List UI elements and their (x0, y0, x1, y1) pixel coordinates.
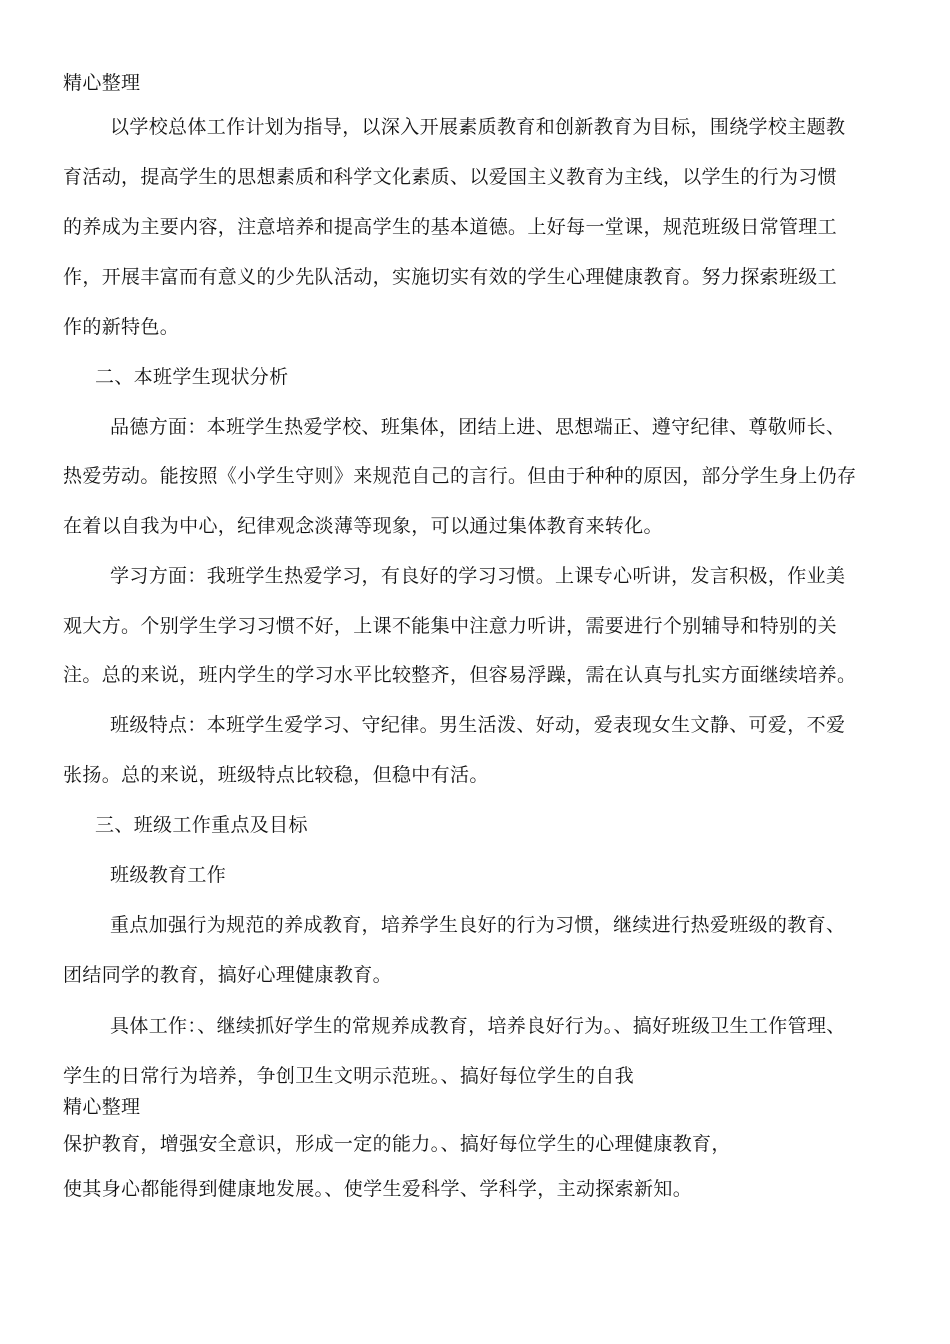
subsection-heading: 班级教育工作 (110, 864, 227, 886)
section-heading: 三、班级工作重点及目标 (95, 814, 308, 836)
paragraph-line: 作的新特色。 (63, 316, 180, 338)
paragraph-line: 重点加强行为规范的养成教育，培养学生良好的行为习惯，继续进行热爱班级的教育、 (110, 914, 846, 936)
paragraph-line: 育活动，提高学生的思想素质和科学文化素质、以爱国主义教育为主线，以学生的行为习惯 (63, 166, 838, 188)
paragraph-line: 张扬。总的来说，班级特点比较稳，但稳中有活。 (63, 764, 489, 786)
page-header: 精心整理 (63, 72, 141, 94)
paragraph-line: 注。总的来说，班内学生的学习水平比较整齐，但容易浮躁，需在认真与扎实方面继续培养。 (63, 664, 857, 686)
paragraph-line: 具体工作：、继续抓好学生的常规养成教育，培养良好行为。、搞好班级卫生工作管理、 (110, 1015, 846, 1037)
paragraph-line: 的养成为主要内容，注意培养和提高学生的基本道德。上好每一堂课，规范班级日常管理工 (63, 216, 838, 238)
paragraph-line: 品德方面：本班学生热爱学校、班集体，团结上进、思想端正、遵守纪律、尊敬师长、 (110, 416, 846, 438)
paragraph-line: 热爱劳动。能按照《小学生守则》来规范自己的言行。但由于种种的原因，部分学生身上仍存 (63, 465, 857, 487)
paragraph-line: 以学校总体工作计划为指导，以深入开展素质教育和创新教育为目标，围绕学校主题教 (110, 116, 846, 138)
paragraph-line: 使其身心都能得到健康地发展。、使学生爱科学、学科学，主动探索新知。 (63, 1178, 693, 1200)
paragraph-line: 团结同学的教育，搞好心理健康教育。 (63, 964, 392, 986)
paragraph-line: 在着以自我为中心，纪律观念淡薄等现象，可以通过集体教育来转化。 (63, 515, 663, 537)
paragraph-line: 学生的日常行为培养，争创卫生文明示范班。、搞好每位学生的自我 (63, 1065, 635, 1087)
section-heading: 二、本班学生现状分析 (95, 366, 289, 388)
page-header: 精心整理 (63, 1096, 141, 1118)
paragraph-line: 观大方。个别学生学习习惯不好，上课不能集中注意力听讲，需要进行个别辅导和特别的关 (63, 615, 838, 637)
paragraph-line: 班级特点：本班学生爱学习、守纪律。男生活泼、好动，爱表现女生文静、可爱，不爱 (110, 714, 846, 736)
paragraph-line: 作，开展丰富而有意义的少先队活动，实施切实有效的学生心理健康教育。努力探索班级工 (63, 266, 838, 288)
paragraph-line: 学习方面：我班学生热爱学习，有良好的学习习惯。上课专心听讲，发言积极，作业美 (110, 565, 846, 587)
paragraph-line: 保护教育，增强安全意识，形成一定的能力。、搞好每位学生的心理健康教育， (63, 1133, 731, 1155)
